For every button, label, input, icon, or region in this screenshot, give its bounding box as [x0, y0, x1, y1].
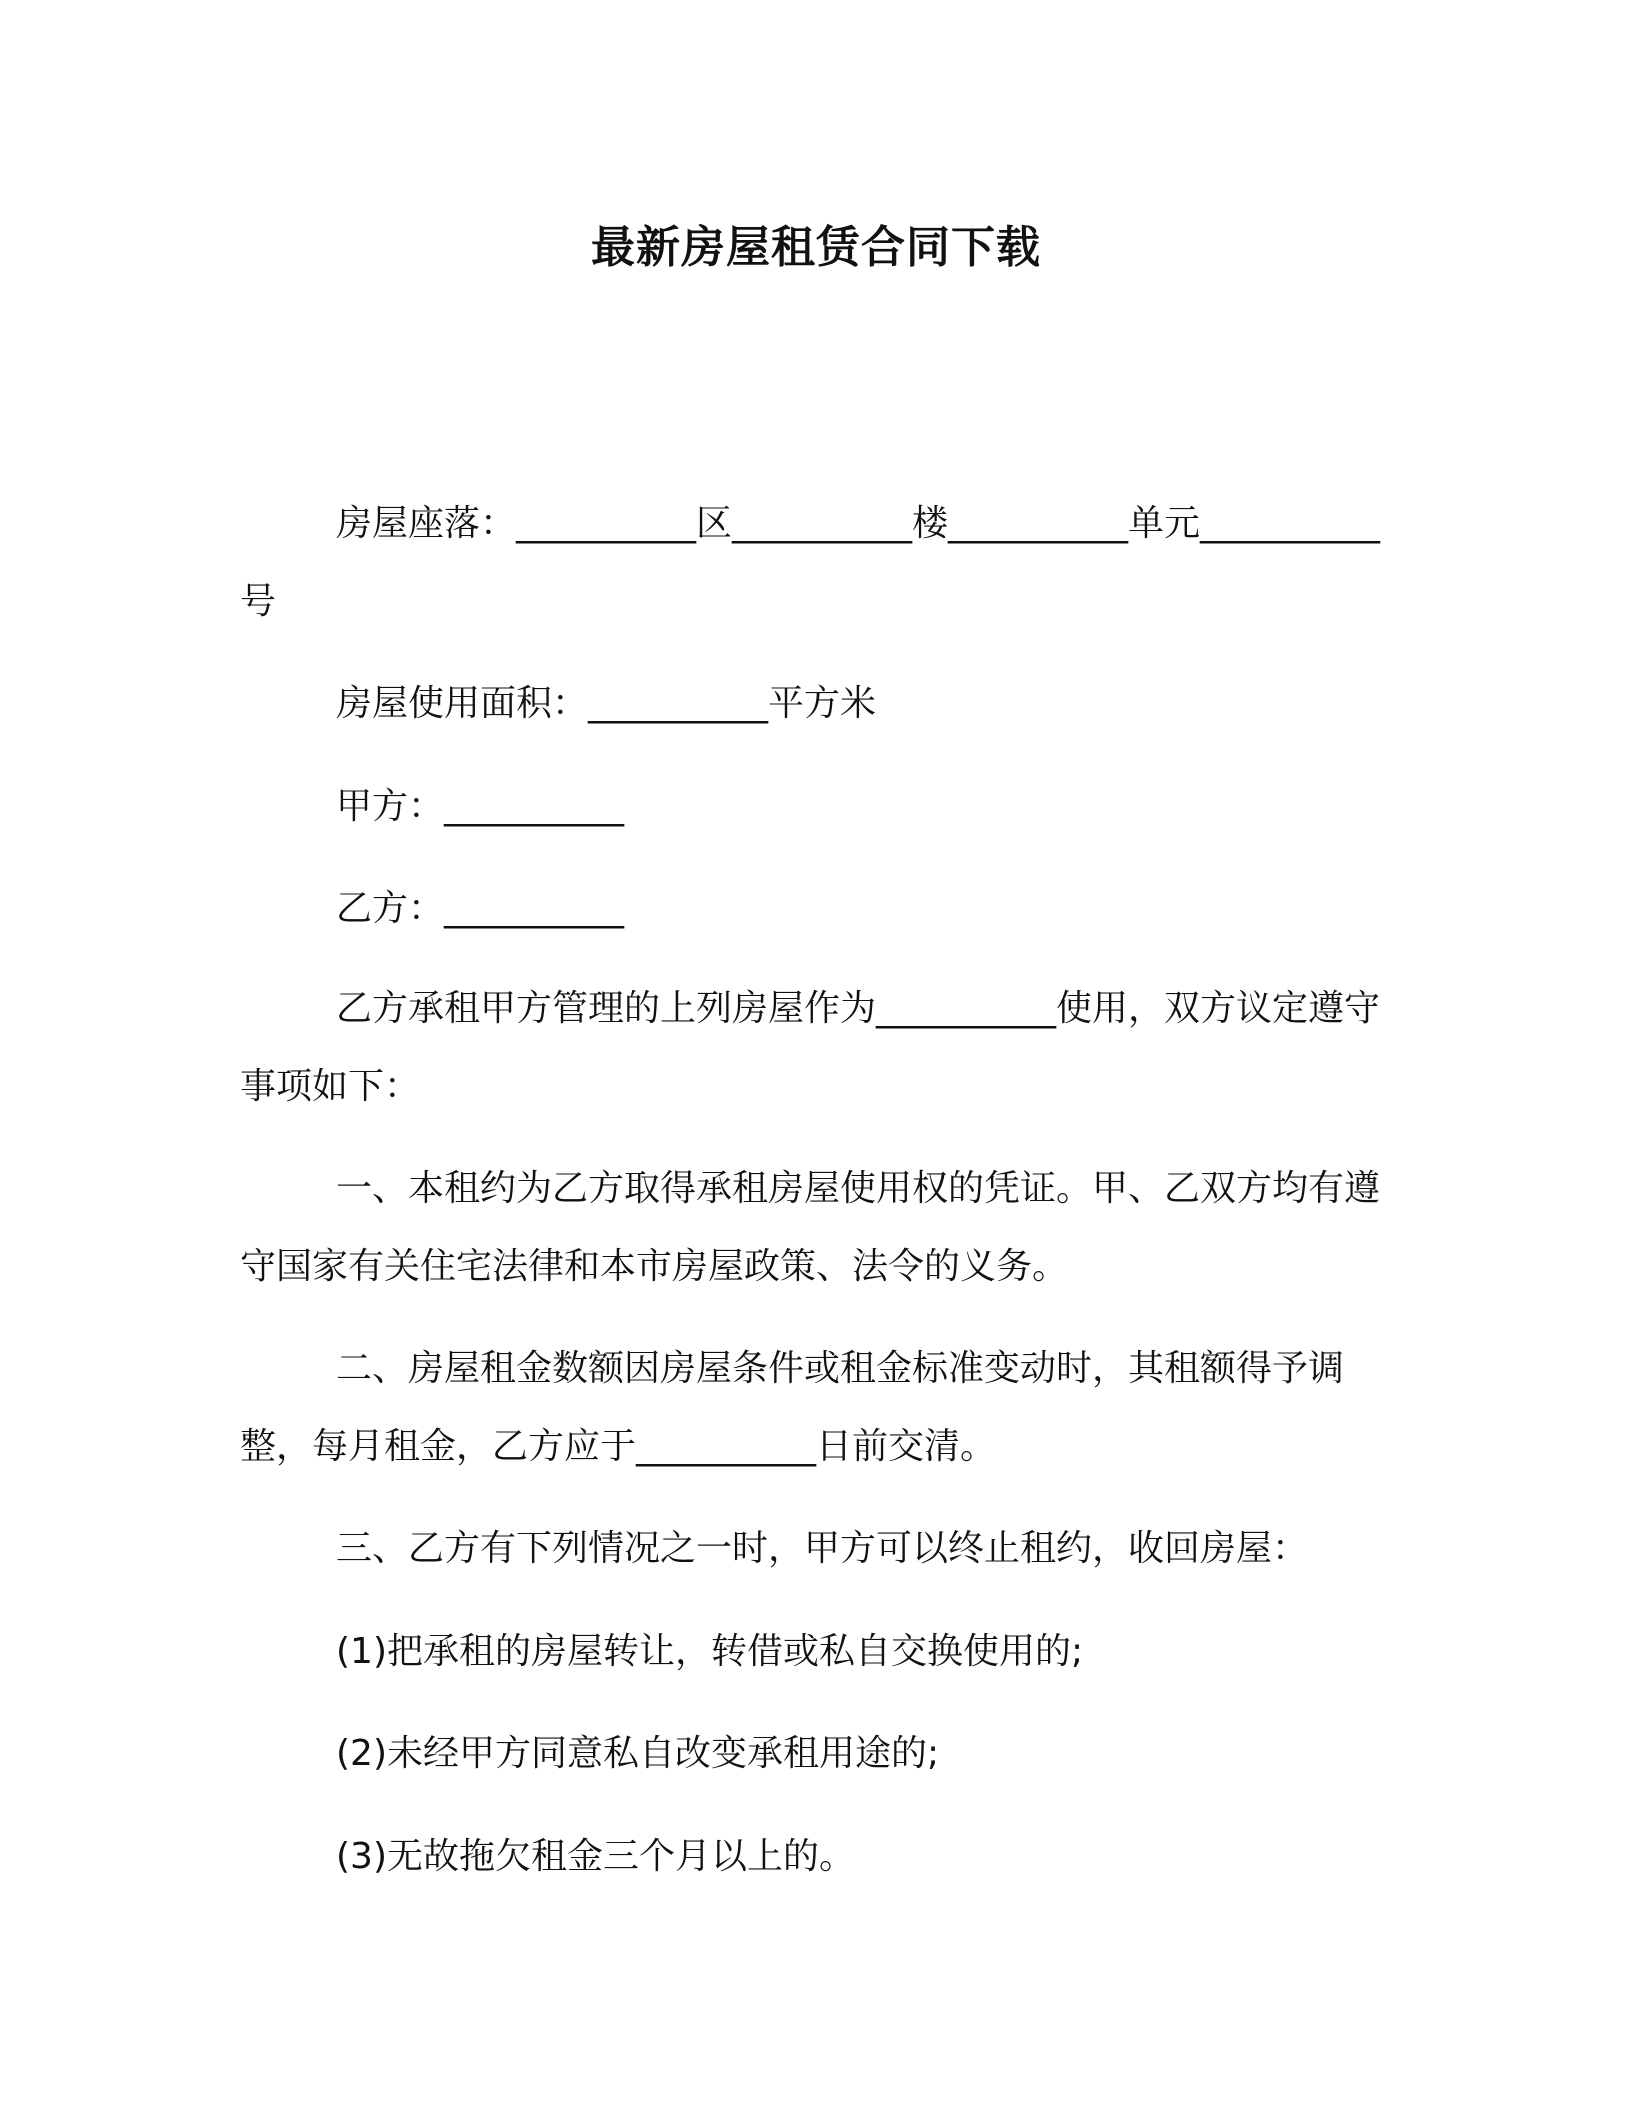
paragraph-house-location: 房屋座落：__________区__________楼__________单元__________号: [240, 503, 1381, 622]
paragraph-item-2: (2)未经甲方同意私自改变承租用途的;: [336, 1733, 940, 1774]
paragraph-item-3: (3)无故拖欠租金三个月以上的。: [336, 1836, 855, 1877]
paragraph-usage-intro: 乙方承租甲方管理的上列房屋作为__________使用，双方议定遵守事项如下：: [240, 988, 1381, 1107]
paragraph-item-1: (1)把承租的房屋转让，转借或私自交换使用的;: [336, 1631, 1084, 1672]
paragraph-clause-1: 一、本租约为乙方取得承租房屋使用权的凭证。甲、乙双方均有遵守国家有关住宅法律和本市房屋政策、法令的义务。: [240, 1168, 1381, 1287]
paragraph-clause-2: 二、房屋租金数额因房屋条件或租金标准变动时，其租额得予调整，每月租金，乙方应于__________日前交清。: [240, 1348, 1345, 1467]
paragraph-house-area: 房屋使用面积：__________平方米: [336, 683, 877, 724]
paragraph-clause-3: 三、乙方有下列情况之一时，甲方可以终止租约，收回房屋：: [336, 1528, 1309, 1569]
paragraph-party-a: 甲方：__________: [336, 786, 625, 827]
document-title: 最新房屋租赁合同下载: [591, 222, 1041, 273]
paragraph-party-b: 乙方：__________: [336, 888, 625, 929]
